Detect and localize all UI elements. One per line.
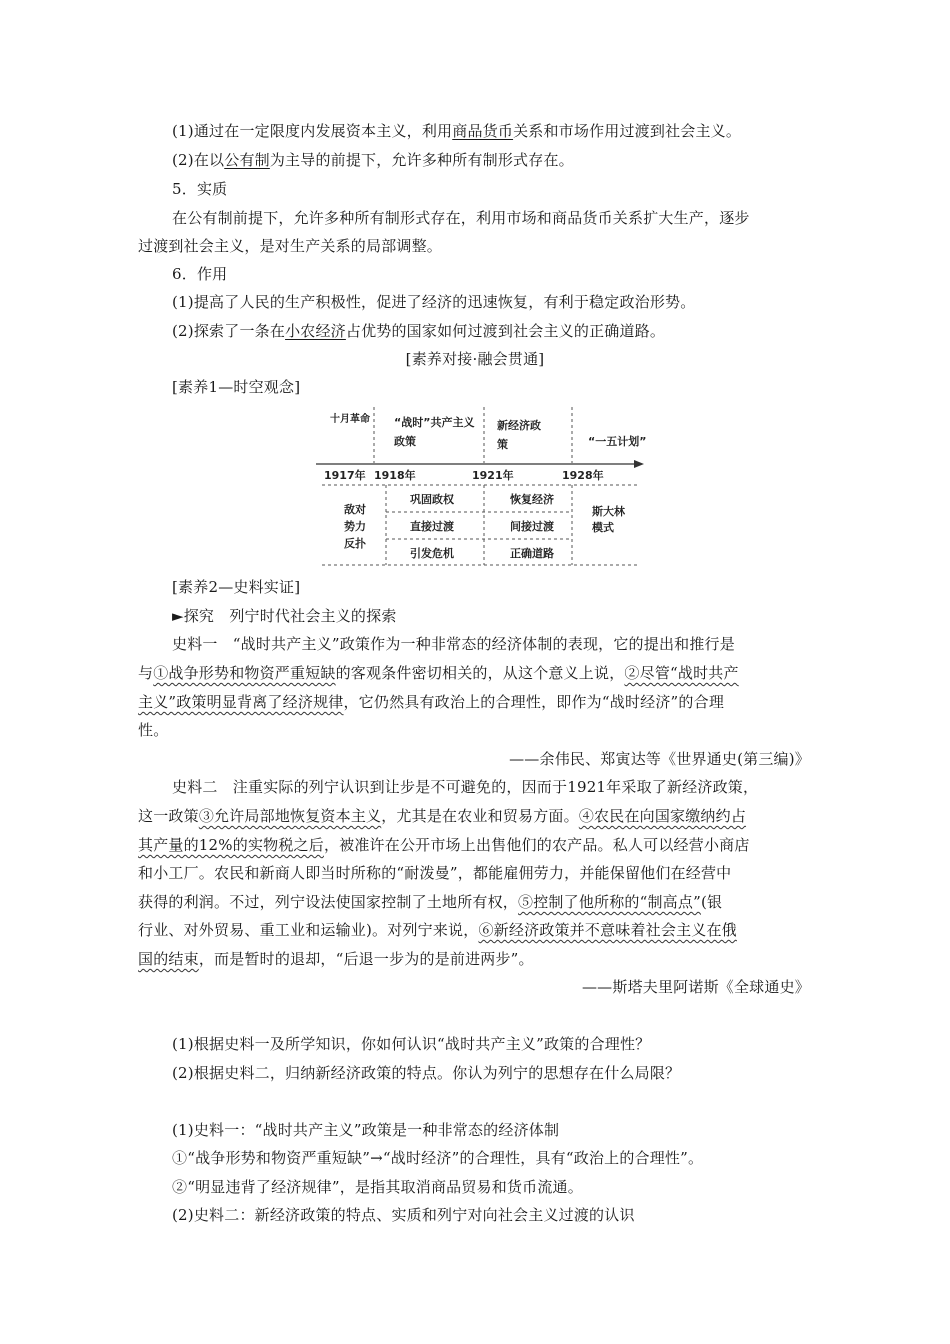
section5-heading: 5．实质 [172, 180, 228, 198]
source2-line5 [138, 892, 722, 912]
timeline-cell: 恢复经济 [510, 493, 554, 506]
source1-citation: ——余伟民、郑寅达等《世界通史(第三编)》 [509, 750, 810, 768]
text-segment: ，它仍然具有政治上的合理性，即作为“战时经济”的合理 [343, 693, 725, 711]
explore-heading: ►探究 列宁时代社会主义的探索 [172, 607, 397, 625]
text-segment: ，而是暂时的退却，“后退一步为的是前进两步”。 [198, 950, 534, 968]
source1-line3 [138, 692, 724, 712]
section6-heading: 6．作用 [172, 265, 228, 283]
wavy-underlined-text: 主义”政策明显背离了经济规律 [138, 693, 344, 711]
wavy-underlined-text: ⑤控制了他所称的“制高点” [518, 893, 701, 911]
source1-line1: 史料一 “战时共产主义”政策作为一种非常态的经济体制的表现，它的提出和推行是 [172, 635, 735, 653]
section4-item1 [172, 121, 741, 141]
text-segment: 为主导的前提下，允许多种所有制形式存在。 [269, 151, 574, 169]
timeline-cell: 势力 [344, 520, 366, 533]
source2-line2 [138, 806, 746, 826]
answer-line3: ②“明显违背了经济规律”，是指其取消商品贸易和货币流通。 [172, 1178, 583, 1196]
source2-line4: 和小工厂。农民和新商人即当时所称的“耐泼曼”，都能雇佣劳力，并能保留他们在经营中 [138, 864, 732, 882]
text-segment: ，被准许在公开市场上出售他们的农产品。私人可以经营小商店 [323, 836, 750, 854]
timeline-diagram [314, 405, 650, 567]
timeline-period-label: 政策 [394, 435, 416, 448]
wavy-underlined-text: ④农民在向国家缴纳约占 [578, 807, 747, 825]
timeline-period-label: 策 [497, 438, 508, 451]
answer-line4: (2)史料二：新经济政策的特点、实质和列宁对向社会主义过渡的认识 [172, 1206, 635, 1224]
wavy-underlined-text: 其产量的12%的实物税之后 [138, 836, 324, 854]
answer-line1: (1)史料一：“战时共产主义”政策是一种非常态的经济体制 [172, 1121, 560, 1139]
wavy-underlined-text: 国的结束 [138, 950, 199, 968]
section5-text-line2: 过渡到社会主义，是对生产关系的局部调整。 [138, 237, 443, 255]
question-2: (2)根据史料二，归纳新经济政策的特点。你认为列宁的思想存在什么局限？ [172, 1064, 681, 1082]
text-segment: (银 [700, 893, 723, 911]
timeline-year-label: 1928年 [562, 469, 604, 482]
timeline-cell: 反扑 [344, 537, 366, 550]
section-banner: [素养对接·融会贯通] [405, 350, 545, 368]
source2-line1: 史料二 注重实际的列宁认识到让步是不可避免的，因而于1921年采取了新经济政策， [172, 778, 759, 796]
wavy-underlined-text: ②尽管“战时共产 [624, 664, 739, 682]
timeline-cell: 斯大林 [592, 505, 625, 518]
question-1: (1)根据史料一及所学知识，你如何认识“战时共产主义”政策的合理性？ [172, 1035, 651, 1053]
timeline-period-label: 十月革命 [330, 414, 370, 425]
arrow-icon [634, 460, 644, 468]
source1-line2 [138, 663, 739, 683]
timeline-cell: 引发危机 [410, 547, 454, 560]
text-segment: 的客观条件密切相关的，从这个意义上说， [335, 664, 625, 682]
timeline-year-label: 1918年 [374, 469, 416, 482]
underlined-term: 公有制 [224, 151, 270, 169]
underlined-term: 商品货币 [452, 122, 514, 140]
source2-line7 [138, 949, 534, 969]
answer-line2: ①“战争形势和物资严重短缺”→“战时经济”的合理性，具有“政治上的合理性”。 [172, 1149, 704, 1167]
text-segment: 获得的利润。不过，列宁设法使国家控制了土地所有权， [138, 893, 519, 911]
source1-line4: 性。 [138, 721, 169, 739]
underlined-term: 小农经济 [285, 322, 346, 340]
timeline-period-label: 新经济政 [497, 419, 541, 432]
literacy1-heading: [素养1—时空观念] [172, 378, 301, 396]
text-segment: ，尤其是在农业和贸易方面。 [381, 807, 579, 825]
text-segment: (1)通过在一定限度内发展资本主义，利用 [172, 122, 453, 140]
section4-item2 [172, 150, 574, 170]
section6-item1: (1)提高了人民的生产积极性，促进了经济的迅速恢复，有利于稳定政治形势。 [172, 293, 696, 311]
timeline-year-label: 1917年 [324, 469, 366, 482]
text-segment: 与 [138, 664, 154, 682]
section5-text-line1: 在公有制前提下，允许多种所有制形式存在，利用市场和商品货币关系扩大生产，逐步 [172, 209, 750, 227]
section6-item2 [172, 321, 665, 341]
timeline-cell: 模式 [592, 521, 614, 534]
timeline-cell: 巩固政权 [410, 493, 454, 506]
wavy-underlined-text: ③允许局部地恢复资本主义 [198, 807, 382, 825]
text-segment: 行业、对外贸易、重工业和运输业)。对列宁来说， [138, 921, 479, 939]
timeline-cell: 正确道路 [510, 547, 554, 560]
text-segment: 关系和市场作用过渡到社会主义。 [513, 122, 742, 140]
literacy2-heading: [素养2—史料实证] [172, 578, 301, 596]
timeline-cell: 间接过渡 [510, 520, 554, 533]
source2-line3 [138, 835, 750, 855]
wavy-underlined-text: ⑥新经济政策并不意味着社会主义在俄 [478, 921, 737, 939]
wavy-underlined-text: ①战争形势和物资严重短缺 [153, 664, 336, 682]
timeline-cell: 直接过渡 [410, 520, 454, 533]
timeline-period-label: “一五计划” [588, 435, 647, 448]
timeline-period-label: “战时”共产主义 [394, 416, 475, 429]
text-segment: (2)在以 [172, 151, 225, 169]
text-segment: (2)探索了一条在 [172, 322, 286, 340]
timeline-year-label: 1921年 [472, 469, 514, 482]
source2-citation: ——斯塔夫里阿诺斯《全球通史》 [581, 978, 810, 996]
text-segment: 占优势的国家如何过渡到社会主义的正确道路。 [345, 322, 666, 340]
text-segment: 这一政策 [138, 807, 199, 825]
source2-line6 [138, 920, 737, 940]
timeline-cell: 敌对 [344, 503, 366, 516]
